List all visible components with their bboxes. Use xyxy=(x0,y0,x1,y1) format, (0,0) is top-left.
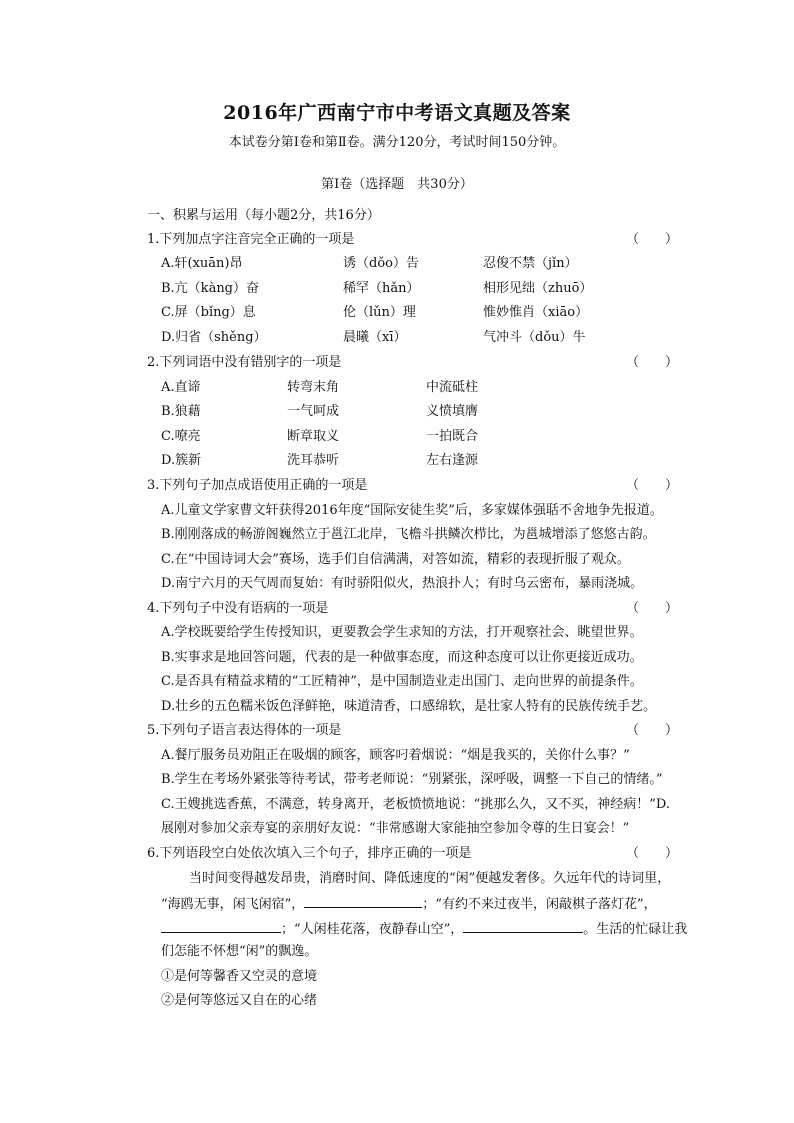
q1-option: 晨曦（xī） xyxy=(343,330,407,345)
q2-option: 义愤填膺 xyxy=(426,404,479,419)
q4-option: A.学校既要给学生传授知识，更要教会学生求知的方法，打开观察社会、眺望世界。 xyxy=(161,625,643,640)
q4-stem: 4.下列句子中没有语病的一项是 xyxy=(147,601,329,616)
q2-option: D.簇新 xyxy=(161,453,202,468)
q6-quote: ；“人闲桂花落，夜静春山空”， xyxy=(281,922,464,937)
q2-answer-paren: （ ） xyxy=(626,355,679,370)
q3-stem: 3.下列句子加点成语使用正确的一项是 xyxy=(147,478,368,493)
q6-quote: “海鸥无事，闲飞闲宿”， xyxy=(161,897,305,912)
q2-stem: 2.下列词语中没有错别字的一项是 xyxy=(147,355,342,370)
q5-option: C.王嫂挑选香蕉，不满意，转身离开，老板愤愤地说：“挑那么久，又不买，神经病！”D. xyxy=(161,797,671,812)
answer-blank xyxy=(304,895,422,908)
q3-answer-paren: （ ） xyxy=(626,478,679,493)
q6-paragraph-line xyxy=(161,920,687,938)
q1-option: 伦（lǔn）理 xyxy=(343,305,416,320)
q5-option: A.餐厅服务员劝阻正在吸烟的顾客，顾客叼着烟说：“烟是我买的，关你什么事？” xyxy=(161,748,630,763)
q2-option: 洗耳恭听 xyxy=(287,453,340,468)
q1-option: D.归省（shěng） xyxy=(161,330,267,345)
q1-option: 相形见绌（zhuō） xyxy=(483,281,593,296)
q5-option: B.学生在考场外紧张等待考试，带考老师说：“别紧张，深呼吸，调整一下自己的情绪。” xyxy=(161,772,663,787)
q4-option: B.实事求是地回答问题，代表的是一种做事态度，而这种态度可以让你更接近成功。 xyxy=(161,650,643,665)
q3-option: D.南宁六月的天气周而复始：有时骄阳似火，热浪扑人；有时乌云密布，暴雨浇城。 xyxy=(161,576,644,591)
q6-paragraph-line xyxy=(161,895,657,913)
q4-answer-paren: （ ） xyxy=(626,601,679,616)
q5-option: 展刚对参加父亲寿宴的亲朋好友说：“非常感谢大家能抽空参加令尊的生日宴会！” xyxy=(161,821,630,836)
q5-answer-paren: （ ） xyxy=(626,723,679,738)
q2-option: C.嘹亮 xyxy=(161,429,201,444)
document-title: 2016年广西南宁市中考语文真题及答案 xyxy=(223,102,571,124)
q1-answer-paren: （ ） xyxy=(626,232,679,247)
q4-option: C.是否具有精益求精的“工匠精神”，是中国制造业走出国门、走向世界的前提条件。 xyxy=(161,674,643,689)
section-title: 第Ⅰ卷（选择题 共30分） xyxy=(321,177,473,192)
answer-blank xyxy=(161,920,281,933)
q2-option: 中流砥柱 xyxy=(426,380,479,395)
q2-option: 一气呵成 xyxy=(287,404,340,419)
q2-option: 左右逢源 xyxy=(426,453,479,468)
document-subtitle: 本试卷分第Ⅰ卷和第Ⅱ卷。满分120分，考试时间150分钟。 xyxy=(228,135,566,150)
q1-option: 稀罕（hǎn） xyxy=(343,281,420,296)
q6-choice: ②是何等悠远又自在的心绪 xyxy=(161,993,318,1008)
q6-stem: 6.下列语段空白处依次填入三个句子，排序正确的一项是 xyxy=(147,846,472,861)
q6-answer-paren: （ ） xyxy=(626,846,679,861)
q6-quote: ；“有约不来过夜半，闲敲棋子落灯花”， xyxy=(422,897,657,912)
q2-option: 一拍既合 xyxy=(426,429,479,444)
q1-option: 诱（dǒo）告 xyxy=(343,256,419,271)
answer-blank xyxy=(463,920,583,933)
q1-option: 忍俊不禁（jǐn） xyxy=(483,256,578,271)
q1-option: 气冲斗（dǒu）牛 xyxy=(483,330,586,345)
q3-option: B.刚刚落成的畅游阁巍然立于邕江北岸，飞檐斗拱鳞次栉比，为邕城增添了悠悠古韵。 xyxy=(161,527,656,542)
q3-option: A.儿童文学家曹文轩获得2016年度“国际安徒生奖”后，多家媒体强聒不舍地争先报道。 xyxy=(161,503,663,518)
q2-option: 转弯末角 xyxy=(287,380,340,395)
q3-option: C.在“中国诗词大会”赛场，选手们自信满满，对答如流，精彩的表现折服了观众。 xyxy=(161,552,630,567)
q2-option: 断章取义 xyxy=(287,429,340,444)
q1-option: 惟妙惟肖（xiāo） xyxy=(483,305,589,320)
q1-stem: 1.下列加点字注音完全正确的一项是 xyxy=(147,232,355,247)
q1-option: A.轩(xuān)昂 xyxy=(161,256,243,271)
q6-paragraph-line: 们怎能不怀想“闲”的飘逸。 xyxy=(161,944,318,959)
q4-option: D.壮乡的五色糯米饭色泽鲜艳，味道清香，口感绵软，是壮家人特有的民族传统手艺。 xyxy=(161,699,657,714)
q1-option: B.亢（kàng）奋 xyxy=(161,281,260,296)
q6-quote: 。生活的忙碌让我 xyxy=(583,922,688,937)
q2-option: B.狼藉 xyxy=(161,404,201,419)
q5-stem: 5.下列句子语言表达得体的一项是 xyxy=(147,723,342,738)
q2-option: A.直谛 xyxy=(161,380,201,395)
q1-option: C.屏（bǐng）息 xyxy=(161,305,256,320)
q6-paragraph-line: 当时间变得越发昂贵，消磨时间、降低速度的“闲”便越发奢侈。久远年代的诗词里， xyxy=(189,871,671,886)
part-heading: 一、积累与运用（每小题2分，共16分） xyxy=(147,208,380,223)
q6-choice: ①是何等馨香又空灵的意境 xyxy=(161,969,318,984)
